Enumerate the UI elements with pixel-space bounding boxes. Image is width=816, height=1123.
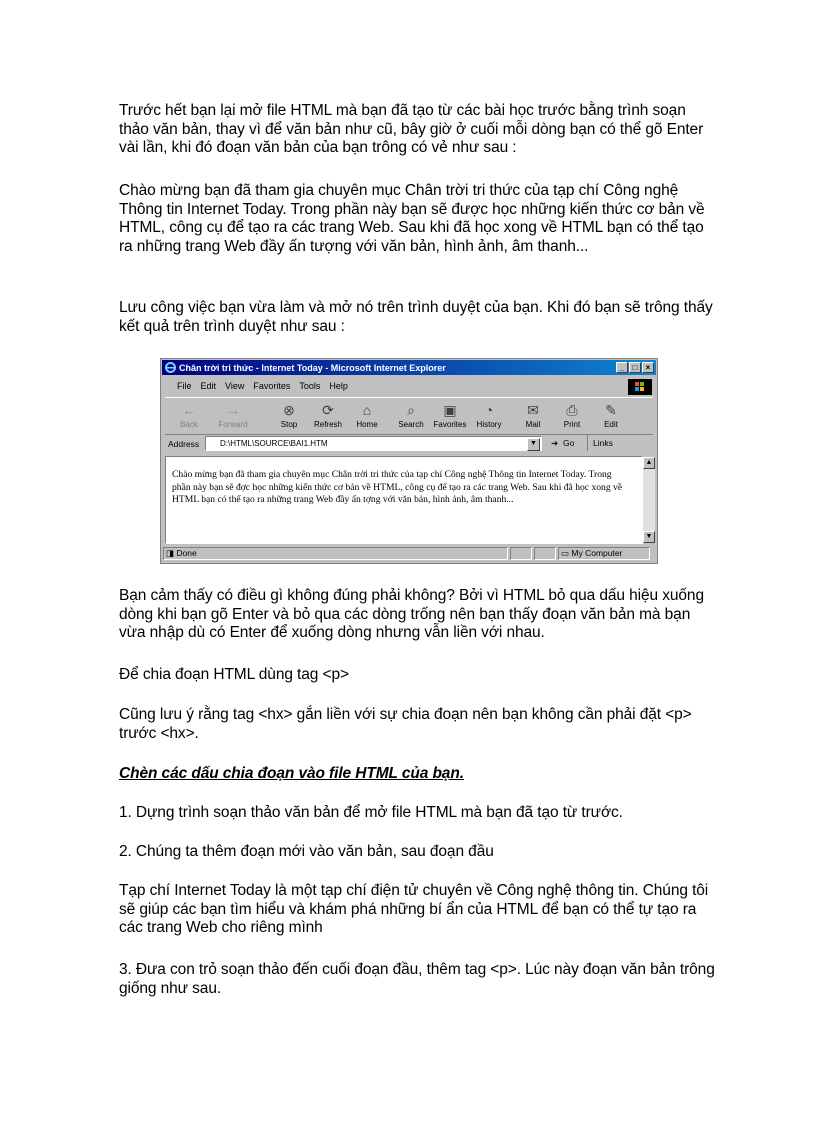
menu-help: Help — [329, 381, 348, 391]
section-heading: Chèn các dấu chia đoạn vào file HTML của bạn. — [119, 765, 464, 782]
explanation-paragraph: Bạn cảm thấy có điều gì không đúng phải không? Bởi vì HTML bỏ qua dấu hiệu xuống dòng khi bạn gõ Enter và bỏ qua các dòng trống nên bạn thấy đoạn văn bản mà bạn vừa nhập dù có Enter để xuống dòng nhưng vẫn liền với nhau. — [119, 587, 704, 641]
stop-icon: ⊗ — [283, 402, 295, 418]
home-button: ⌂ Home — [347, 400, 387, 429]
menu-favorites: Favorites — [253, 381, 291, 391]
tag-p-paragraph: Để chia đoạn HTML dùng tag <p> — [119, 666, 349, 683]
maximize-icon: □ — [629, 362, 641, 373]
back-button: ← Back — [169, 400, 209, 429]
forward-button: → Forward — [213, 400, 253, 429]
close-icon: × — [642, 362, 654, 373]
browser-menubar — [165, 378, 653, 394]
windows-logo-icon — [628, 379, 652, 395]
refresh-button: ⟳ Refresh — [308, 400, 348, 429]
browser-titlebar — [162, 360, 656, 375]
address-divider — [587, 435, 588, 451]
scroll-down-icon: ▼ — [643, 531, 655, 543]
browser-title-text: Chân trời tri thức - Internet Today - Microsoft Internet Explorer — [179, 362, 446, 373]
back-arrow-icon: ← — [182, 402, 196, 418]
menu-file: File — [177, 381, 192, 391]
printer-icon: ⎙ — [566, 402, 578, 418]
scroll-up-icon: ▲ — [643, 457, 655, 469]
links-button: Links — [593, 438, 613, 448]
save-instruction-paragraph: Lưu công việc bạn vừa làm và mở nó trên trình duyệt của bạn. Khi đó bạn sẽ trông thấy kết quả trên trình duyệt như sau : — [119, 299, 713, 335]
go-button: Go — [563, 438, 575, 448]
hx-note-paragraph: Cũng lưu ý rằng tag <hx> gắn liền với sự chia đoạn nên bạn không cần phải đặt <p> trước <hx>. — [119, 706, 692, 742]
status-cell — [510, 547, 532, 560]
address-value: D:\HTML\SOURCE\BAI1.HTM — [220, 439, 328, 448]
history-button: ◔ History — [469, 400, 509, 429]
address-bar — [165, 435, 653, 453]
status-cell — [534, 547, 556, 560]
step-3-paragraph: 3. Đưa con trỏ soạn thảo đến cuối đoạn đầu, thêm tag <p>. Lúc này đoạn văn bản trông giống như sau. — [119, 961, 715, 997]
ie-logo-icon — [165, 362, 176, 373]
favorites-icon: ▣ — [443, 402, 457, 418]
menu-tools: Tools — [299, 381, 321, 391]
step-1-paragraph: 1. Dựng trình soạn thảo văn bản để mở file HTML mà bạn đã tạo từ trước. — [119, 804, 623, 821]
browser-window-figure — [160, 358, 658, 564]
history-icon: ◔ — [484, 402, 494, 418]
mail-icon: ✉ — [527, 402, 539, 418]
menu-edit: Edit — [200, 381, 217, 391]
computer-icon: ▭ — [561, 548, 572, 558]
sample-text-paragraph: Chào mừng bạn đã tham gia chuyên mục Chân trời tri thức của tạp chí Công nghệ Thông tin Internet Today. Trong phần này bạn sẽ được học những kiến thức cơ bản về HTML, công cụ để tạo ra các trang Web. Sau khi đã học xong về HTML bạn có thể tạo ra những trang Web đầy ấn tượng với văn bản, hình ảnh, âm thanh... — [119, 182, 705, 255]
home-icon: ⌂ — [362, 402, 372, 418]
menu-view: View — [225, 381, 245, 391]
browser-toolbar — [165, 397, 653, 435]
intro-paragraph: Trước hết bạn lại mở file HTML mà bạn đã tạo từ các bài học trước bằng trình soạn thảo văn bản, thay vì để văn bản như cũ, bây giờ ở cuối mỗi dòng bạn có thể gõ Enter vài lần, khi đó đoạn văn bản của bạn trông có vẻ như sau : — [119, 102, 704, 156]
search-icon: ⌕ — [407, 402, 415, 418]
mail-button: ✉ Mail — [513, 400, 553, 429]
search-button: ⌕ Search — [391, 400, 431, 429]
address-field — [205, 436, 542, 451]
edit-button: ✎ Edit — [591, 400, 631, 429]
go-arrow-icon: ➜ — [551, 438, 559, 448]
chevron-down-icon: ▼ — [527, 438, 540, 451]
status-text: ◨ Done — [163, 547, 508, 560]
address-label: Address — [168, 439, 200, 449]
vertical-scrollbar — [643, 457, 655, 543]
minimize-icon: _ — [616, 362, 628, 373]
browser-content-area — [165, 456, 643, 544]
page-done-icon: ◨ — [166, 548, 177, 558]
forward-arrow-icon: → — [226, 402, 240, 418]
zone-indicator: ▭ My Computer — [558, 547, 650, 560]
favorites-button: ▣ Favorites — [430, 400, 470, 429]
step-2-paragraph: 2. Chúng ta thêm đoạn mới vào văn bản, sau đoạn đầu — [119, 843, 494, 860]
refresh-icon: ⟳ — [322, 402, 334, 418]
status-bar — [163, 546, 655, 561]
rendered-page-text: Chào mừng bạn đã tham gia chuyên mục Chân trời tri thức của tạp chí Công nghệ Thông tin Internet Today. Trong phần này bạn sẽ đợc học những kiến thức cơ bản về HTML, công cụ để tạo ra các trang Web. Sau khi đã học xong về HTML bạn có thể tạo ra những trang Web đầy ấn tợng với văn bản, hình ảnh, âm thanh... — [172, 469, 623, 505]
print-button: ⎙ Print — [552, 400, 592, 429]
edit-icon: ✎ — [605, 402, 617, 418]
stop-button: ⊗ Stop — [269, 400, 309, 429]
new-paragraph-sample: Tạp chí Internet Today là một tạp chí điện tử chuyên về Công nghệ thông tin. Chúng tôi sẽ giúp các bạn tìm hiểu và khám phá những bí ẩn của HTML để bạn có thể tự tạo ra các trang Web cho riêng mình — [119, 882, 709, 936]
